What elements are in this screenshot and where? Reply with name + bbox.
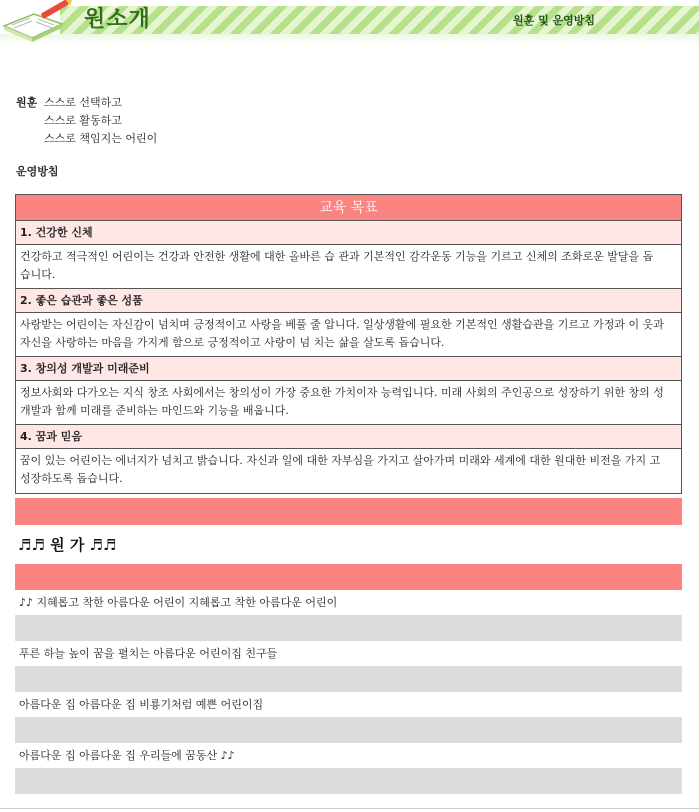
motto-label: 원훈	[16, 96, 38, 109]
song-header-bar	[15, 564, 682, 590]
song-gap-row	[15, 666, 682, 692]
goal-description-line: 성장하도록 돕습니다.	[20, 472, 123, 485]
education-goals-table	[15, 194, 682, 494]
song-line: 아름다운 집 아름다운 집 우리들에 꿈동산 ♪♪	[15, 743, 682, 768]
goal-description-line: 정보사회와 다가오는 지식 창조 사회에서는 창의성이 가장 중요한 가치이자 능력입니다. 미래 사회의 주인공으로 성장하기 위한 창의 성	[20, 386, 664, 399]
bottom-divider	[0, 808, 699, 809]
page-title: 원소개	[84, 7, 151, 32]
goal-description-line: 자신을 사랑하는 마음을 가지게 함으로 긍정적이고 사랑이 넘 치는 삶을 살도록 돕습니다.	[20, 336, 445, 349]
goal-description	[16, 449, 681, 493]
motto-line: 스스로 책임지는 어린이	[44, 132, 158, 145]
page-subtitle: 원훈 및 운영방침	[513, 14, 596, 27]
song-title: ♬♬ 원 가 ♬♬	[18, 536, 117, 554]
goal-description-line: 건강하고 적극적인 어린이는 건강과 안전한 생활에 대한 올바른 습 관과 기본적인 감각운동 기능을 기르고 신체의 조화로운 발달을 돕	[20, 250, 654, 263]
goal-title: 3. 창의성 개발과 미래준비	[16, 357, 681, 381]
song-gap-row	[15, 615, 682, 641]
goal-description-line: 습니다.	[20, 268, 56, 281]
open-book-pencil-icon	[0, 0, 78, 46]
song-gap-row	[15, 717, 682, 743]
song-gap-row	[15, 768, 682, 794]
divider-bar	[15, 498, 682, 525]
goals-header: 교육 목표	[16, 195, 681, 221]
goal-description	[16, 245, 681, 289]
goal-description-line: 개발과 함께 미래를 준비하는 마인드와 기능을 배웁니다.	[20, 404, 289, 417]
motto-line: 스스로 활동하고	[44, 114, 122, 127]
goal-title: 2. 좋은 습관과 좋은 성품	[16, 289, 681, 313]
song-line: ♪♪ 지혜롭고 착한 아름다운 어린이 지혜롭고 착한 아름다운 어린이	[15, 590, 682, 615]
song-line: 아름다운 집 아름다운 집 비룡기처럼 예쁜 어린이집	[15, 692, 682, 717]
goal-description-line: 꿈이 있는 어린이는 에너지가 넘치고 밝습니다. 자신과 일에 대한 자부심을 가지고 살아가며 미래와 세계에 대한 원대한 비전을 가지 고	[20, 454, 661, 467]
song-line: 푸른 하늘 높이 꿈을 펼치는 아름다운 어린이집 친구들	[15, 641, 682, 666]
policy-heading: 운영방침	[16, 165, 59, 178]
header-banner	[0, 0, 699, 46]
goal-title: 1. 건강한 신체	[16, 221, 681, 245]
goal-title: 4. 꿈과 믿음	[16, 425, 681, 449]
goal-description-line: 사랑받는 어린이는 자신감이 넘치며 긍정적이고 사랑을 베풀 줄 압니다. 일상생활에 필요한 기본적인 생활습관을 기르고 가정과 이 웃과	[20, 318, 664, 331]
song-lyrics	[15, 590, 682, 794]
motto-line: 스스로 선택하고	[44, 96, 122, 109]
goal-description	[16, 313, 681, 357]
goal-description	[16, 381, 681, 425]
motto-section	[16, 94, 157, 148]
banner-stripes	[60, 6, 699, 36]
banner-fade	[0, 34, 699, 46]
